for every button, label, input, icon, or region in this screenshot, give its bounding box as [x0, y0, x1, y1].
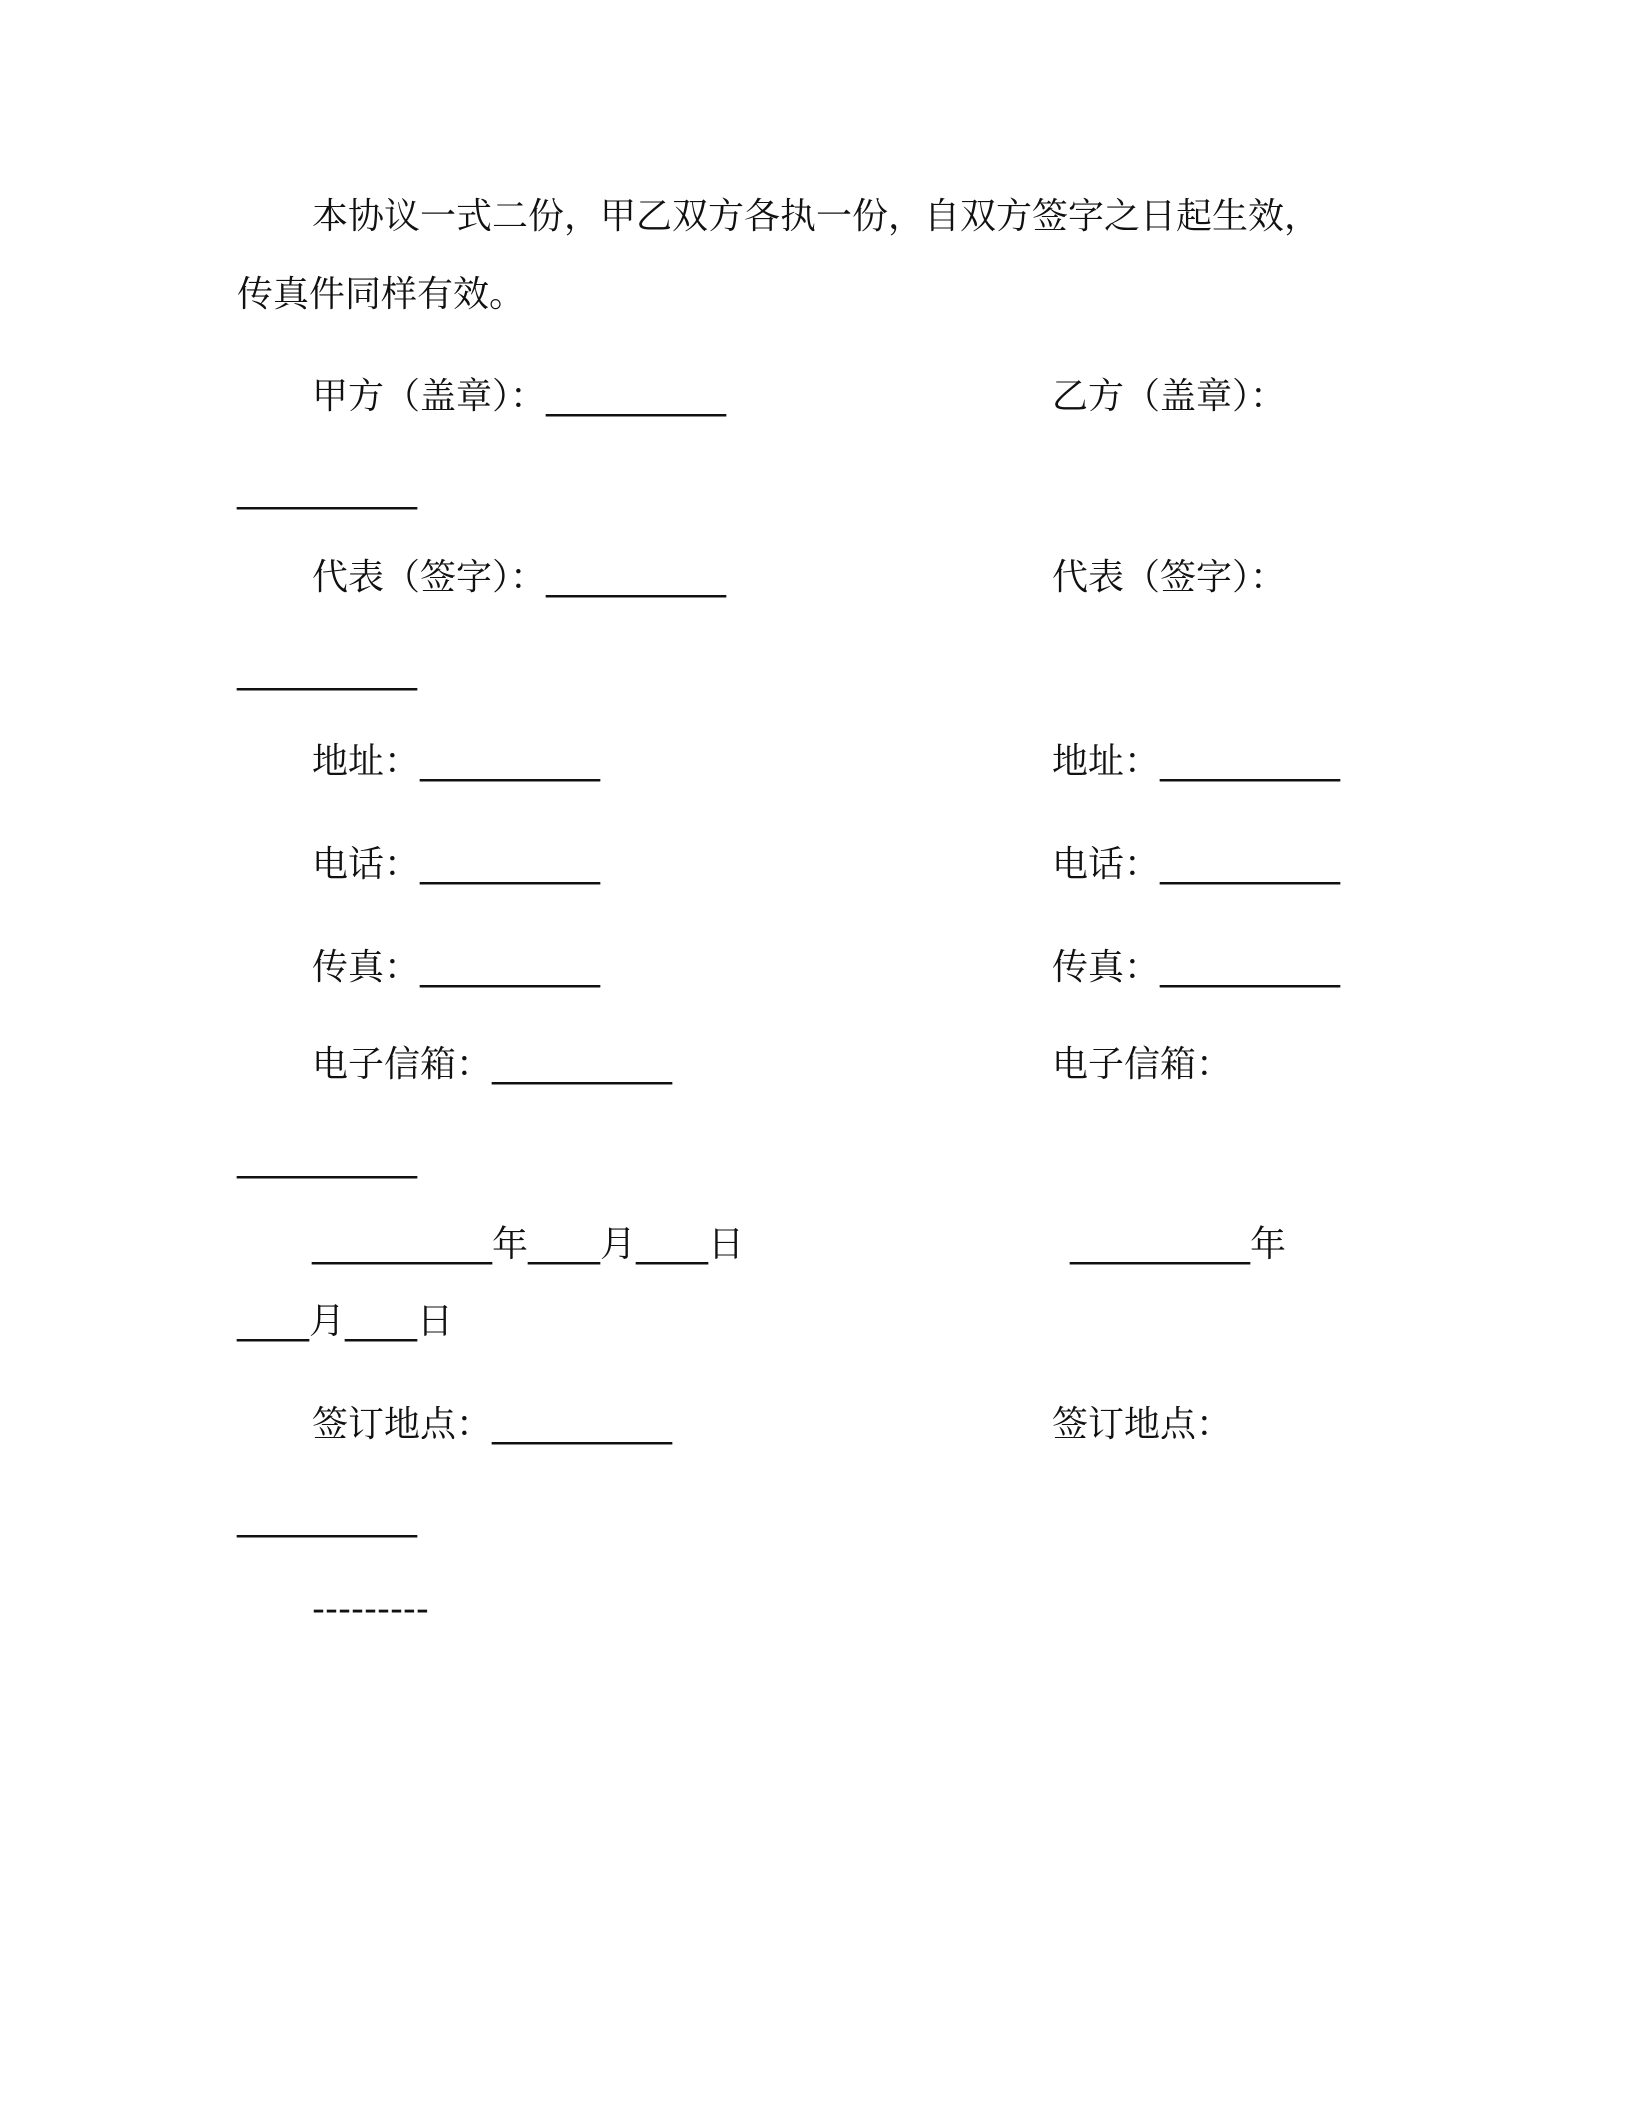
party-a-representative: 代表（签字）：__________ — [312, 557, 727, 598]
party-b-seal-blank: __________ — [237, 469, 417, 510]
party-b-phone: 电话：__________ — [1052, 844, 1341, 885]
party-a-signing-place: 签订地点：__________ — [312, 1404, 673, 1445]
party-b-signing-place: 签订地点： — [1052, 1404, 1233, 1445]
separator-dashes: --------- — [312, 1589, 429, 1630]
party-b-representative: 代表（签字）： — [1052, 557, 1287, 598]
intro-line-2: 传真件同样有效。 — [237, 274, 526, 315]
party-b-fax: 传真：__________ — [1052, 947, 1341, 988]
party-b-email: 电子信箱： — [1052, 1044, 1233, 1085]
party-b-date: __________年 — [1070, 1224, 1287, 1265]
party-b-date-cont: ____月____日 — [237, 1301, 454, 1342]
party-a-email: 电子信箱：__________ — [312, 1044, 673, 1085]
party-b-email-blank: __________ — [237, 1138, 417, 1179]
party-a-address: 地址：__________ — [312, 741, 601, 782]
intro-line-1: 本协议一式二份，甲乙双方各执一份，自双方签字之日起生效， — [312, 196, 1321, 237]
party-b-seal: 乙方（盖章）： — [1052, 376, 1287, 417]
party-a-date: __________年____月____日 — [312, 1224, 744, 1265]
party-b-address: 地址：__________ — [1052, 741, 1341, 782]
party-a-phone: 电话：__________ — [312, 844, 601, 885]
party-b-representative-blank: __________ — [237, 650, 417, 691]
party-a-seal: 甲方（盖章）：__________ — [312, 376, 727, 417]
party-a-fax: 传真：__________ — [312, 947, 601, 988]
party-b-signing-place-blank: __________ — [237, 1497, 417, 1538]
